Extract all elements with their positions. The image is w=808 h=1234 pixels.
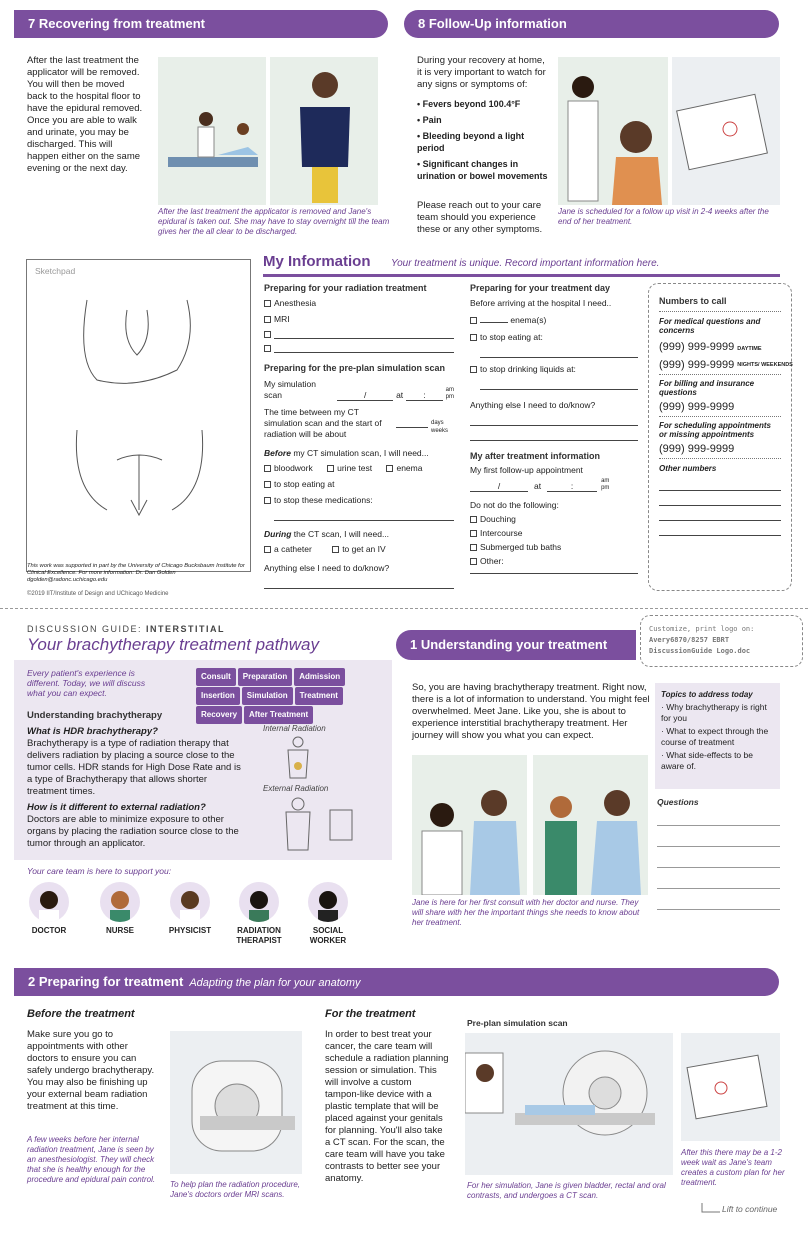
do-not-label: Do not do the following: <box>470 500 559 510</box>
s8-outro: Please reach out to your care team should you experience these or any other symptoms. <box>417 200 543 235</box>
chip-admission[interactable]: Admission <box>294 668 345 686</box>
other-number-line[interactable] <box>659 520 781 521</box>
checkbox-stop-drinking[interactable]: to stop drinking liquids at: <box>470 364 638 375</box>
anything2-line[interactable] <box>470 425 638 426</box>
planning-calendar-icon <box>681 1033 780 1141</box>
doctor-consult-icon <box>412 755 527 895</box>
social-worker-avatar-icon <box>308 882 348 922</box>
team-nurse: NURSE <box>87 882 153 936</box>
during-ct-label: During the CT scan, I will need... <box>264 529 390 539</box>
numbers-card <box>648 283 792 591</box>
understanding-heading: Understanding brachytherapy <box>27 710 163 721</box>
team-therapist: RADIATION THERAPIST <box>226 882 292 946</box>
internal-label: Internal Radiation <box>263 724 326 733</box>
doctor-patient-icon <box>558 57 668 205</box>
perforation-line <box>0 608 808 609</box>
chip-after-treatment[interactable]: After Treatment <box>244 706 313 724</box>
my-info-title: My Information <box>263 253 371 270</box>
ct-scan-illustration <box>465 1033 673 1175</box>
section-8-header: 8 Follow-Up information <box>404 10 779 38</box>
care-team-label: Your care team is here to support you: <box>27 866 172 876</box>
checkbox-enema[interactable]: enema <box>386 463 422 473</box>
team-social-worker: SOCIAL WORKER <box>295 882 361 946</box>
guide-title: Your brachytherapy treatment pathway <box>27 635 319 654</box>
followup-illustration <box>558 57 668 205</box>
bullet-item: • Bleeding beyond a light period <box>417 131 525 153</box>
medical-label: For medical questions and concerns <box>659 317 761 335</box>
checkbox-anesthesia[interactable]: Anesthesia <box>264 298 454 309</box>
nurse-illustration <box>533 755 648 895</box>
mri-caption: To help plan the radiation procedure, Jane's doctors order MRI scans. <box>170 1180 301 1199</box>
discharge-illustration <box>270 57 378 205</box>
consult-illustration <box>412 755 527 895</box>
section-1-header: 1 Understanding your treatment <box>396 630 636 660</box>
external-radiation-icon <box>268 796 358 852</box>
s8-caption: Jane is scheduled for a follow up visit in 2-4 weeks after the end of her treatment. <box>558 207 769 226</box>
phone-nights[interactable]: (999) 999-9999 NIGHTS/ WEEKENDS <box>659 359 793 371</box>
sketchpad-label: Sketchpad <box>35 266 76 276</box>
checkbox-stop-eating[interactable]: to stop eating at <box>264 479 454 490</box>
drinking-line[interactable] <box>480 389 638 390</box>
prep-radiation-heading: Preparing for your radiation treatment <box>264 283 427 293</box>
anything-label: Anything else I need to do/know? <box>264 563 390 573</box>
nurse-avatar-icon <box>100 882 140 922</box>
other-number-line[interactable] <box>659 535 781 536</box>
patient-bed-icon <box>158 57 266 205</box>
my-info-header <box>263 253 780 277</box>
lift-arrow-icon <box>700 1202 722 1216</box>
anything2-line[interactable] <box>470 440 638 441</box>
s8-intro: During your recovery at home, it is very important to watch for any signs or symptoms of: <box>417 55 546 90</box>
anything2-label: Anything else I need to do/know? <box>470 400 596 410</box>
calendar-illustration <box>672 57 780 205</box>
mri-illustration <box>170 1031 302 1174</box>
sim-caption: For her simulation, Jane is given bladder, rectal and oral contrasts, and undergoes a CT scan. <box>467 1181 666 1200</box>
info-col-b <box>470 283 638 574</box>
numbers-title: Numbers to call <box>659 296 727 306</box>
chip-preparation[interactable]: Preparation <box>238 668 292 686</box>
section-2-header: 2 Preparing for treatment Adapting the plan for your anatomy <box>14 968 779 996</box>
bullet-item: • Significant changes in urination or bowel movements <box>417 159 548 181</box>
checkbox-iv[interactable]: to get an IV <box>332 544 385 554</box>
topic-item: · Why brachytherapy is right for you <box>661 702 767 723</box>
bullet-item: • Pain <box>417 115 442 125</box>
pathway-chips <box>196 667 386 724</box>
topics-panel: Topics to address today · Why brachytherapy is right for you · What to expect through the course of treatment · What side-effects to be aware of. <box>655 683 780 789</box>
checkbox-tub[interactable]: Submerged tub baths <box>470 542 638 553</box>
credit: This work was supported in part by the University of Chicago Bucksbaum Institute for Clinical Excellence. For more information: Dr. Dan Golden dgolden@radonc.uchicago.edu <box>27 563 245 583</box>
s1-caption: Jane is here for her first consult with her doctor and nurse. They will share with her the important things she needs to know about her treatment. <box>412 898 640 927</box>
s7-caption: After the last treatment the applicator is removed and Jane's epidural is taken out. She may have to stay overnight till the team gives her the all clear to be discharged. <box>158 207 390 236</box>
s7-text: After the last treatment the applicator will be removed. You will then be moved back to the hospital floor to have the epidural removed. Once you are able to walk and urinate, you may be discharged. This will happen either on the same evening or the next day. <box>27 55 143 174</box>
s1-text: So, you are having brachytherapy treatment. Right now, there is a lot of information to understand. You might feel overwhelmed. Meet Jane. Like you, she is about to experience interstitial brachytherapy treatment. Her journey will show you what you can expect. <box>412 682 650 741</box>
info-col-a <box>264 283 454 589</box>
prep-sim-heading: Preparing for the pre-plan simulation scan <box>264 363 446 373</box>
checkbox-stop-meds[interactable]: to stop these medications: <box>264 495 454 506</box>
patient-dressing-icon <box>270 57 378 205</box>
chip-recovery[interactable]: Recovery <box>196 706 242 724</box>
checkbox-stop-eating2[interactable]: to stop eating at: <box>470 332 638 343</box>
sim-scan-field[interactable]: My simulation scan / at : am pm <box>264 379 454 400</box>
calendar-icon <box>672 57 780 205</box>
checkbox-urine[interactable]: urine test <box>327 463 372 473</box>
before-text: Make sure you go to appointments with other doctors to ensure you can safely undergo brachytherapy. You may also be finishing up your external beam radiation treatment at this time. <box>27 1029 155 1112</box>
followup-label: My first follow-up appointment <box>470 465 583 475</box>
external-label: External Radiation <box>263 784 329 793</box>
wait-caption: After this there may be a 1-2 week wait as Jane's team creates a custom plan for her treatment. <box>681 1148 785 1187</box>
meds-line[interactable] <box>274 520 454 521</box>
plan-illustration <box>681 1033 780 1141</box>
guide-label: DISCUSSION GUIDE: INTERSTITIAL <box>27 624 226 634</box>
checkbox-blank[interactable] <box>264 344 454 353</box>
customize-note: Customize, print logo on: Avery6870/8257 EBRT DiscussionGuide Logo.doc <box>640 615 803 667</box>
checkbox-douching[interactable]: Douching <box>470 514 638 525</box>
internal-radiation-icon <box>268 736 328 780</box>
topic-item: · What to expect through the course of treatment <box>661 726 769 747</box>
sketchpad[interactable] <box>26 259 251 572</box>
checkbox-enemas[interactable]: enema(s) <box>470 315 638 326</box>
doctor-avatar-icon <box>29 882 69 922</box>
other-number-line[interactable] <box>659 505 781 506</box>
checkbox-blank[interactable] <box>264 330 454 339</box>
after-heading: My after treatment information <box>470 451 601 461</box>
before-caption: A few weeks before her internal radiation treatment, Jane is seen by an anesthesiologist. They will check that she is healthy enough for the procedure and epidural pain control. <box>27 1135 156 1184</box>
checkbox-mri[interactable]: MRI <box>264 314 454 325</box>
other-numbers-label: Other numbers <box>659 464 717 473</box>
other-line[interactable] <box>470 573 638 574</box>
topic-item: · What side-effects to be aware of. <box>661 750 753 771</box>
questions-lines[interactable] <box>657 815 780 910</box>
phone-daytime[interactable]: (999) 999-9999 DAYTIME <box>659 341 762 353</box>
chip-insertion[interactable]: Insertion <box>196 687 240 705</box>
guide-intro: Every patient's experience is different. Today, we will discuss what you can expect. <box>27 668 146 698</box>
phone-scheduling[interactable]: (999) 999-9999 <box>659 443 735 455</box>
anatomy-sketch-icon <box>27 260 252 573</box>
checkbox-intercourse[interactable]: Intercourse <box>470 528 638 539</box>
checkbox-other[interactable]: Other: <box>470 556 638 567</box>
scheduling-label: For scheduling appointments or missing appointments <box>659 421 772 439</box>
bullet-item: • Fevers beyond 100.4°F <box>417 99 521 109</box>
eating-line[interactable] <box>480 357 638 358</box>
team-physicist: PHYSICIST <box>157 882 223 936</box>
chip-consult[interactable]: Consult <box>196 668 236 686</box>
time-between-field[interactable]: The time between my CT simulation scan and the start of radiation will be about days weeks <box>264 407 449 439</box>
checkbox-catheter[interactable]: a catheter <box>264 544 312 554</box>
recovery-illustration <box>158 57 266 205</box>
before-ct-options <box>264 463 454 474</box>
questions-label: Questions <box>657 797 699 807</box>
before-heading: Before the treatment <box>27 1008 135 1020</box>
prep-day-heading: Preparing for your treatment day <box>470 283 611 293</box>
section-7-header: 7 Recovering from treatment <box>14 10 388 38</box>
for-heading: For the treatment <box>325 1008 416 1020</box>
lift-to-continue[interactable]: Lift to continue <box>700 1202 777 1216</box>
anything-line[interactable] <box>264 588 454 589</box>
preplan-label: Pre-plan simulation scan <box>467 1018 568 1028</box>
chip-simulation[interactable]: Simulation <box>242 687 293 705</box>
therapist-avatar-icon <box>239 882 279 922</box>
billing-label: For billing and insurance questions <box>659 379 755 397</box>
other-number-line[interactable] <box>659 490 781 491</box>
team-doctor: DOCTOR <box>16 882 82 936</box>
copyright: ©2019 IIT/Institute of Design and UChicago Medicine <box>27 591 169 597</box>
hdr-block: What is HDR brachytherapy? Brachytherapy is a type of radiation therapy that delivers radiation by placing a source close to the tumor cells. HDR stands for High Dose Rate and is a type of Brachytherapy that allows shorter treatment times. How is it different to external radiation? Doctors are able to minimize exposure to other organs by placing the radiation source close to the tumor through an applicator. <box>27 726 241 849</box>
physicist-avatar-icon <box>170 882 210 922</box>
s8-bullets <box>417 98 549 182</box>
before-arriving: Before arriving at the hospital I need.. <box>470 298 612 308</box>
mri-machine-icon <box>170 1031 302 1174</box>
for-text: In order to best treat your cancer, the care team will schedule a radiation planning session or simulation. This will involve a custom tampon-like device with a plastic template that will be placed against your genitals for planning. You'll also take a CT scan. For the scan, the care team will have you take contrasts to better see your anatomy. <box>325 1029 449 1184</box>
phone-billing[interactable]: (999) 999-9999 <box>659 401 735 413</box>
followup-field[interactable]: / at : am pm <box>470 478 638 492</box>
blood-pressure-icon <box>533 755 648 895</box>
checkbox-bloodwork[interactable]: bloodwork <box>264 463 313 473</box>
during-ct-options <box>264 544 454 555</box>
chip-treatment[interactable]: Treatment <box>295 687 343 705</box>
my-info-subtitle: Your treatment is unique. Record important information here. <box>390 258 660 269</box>
ct-scanner-icon <box>465 1033 673 1175</box>
before-ct-label: Before my CT simulation scan, I will need... <box>264 448 429 458</box>
